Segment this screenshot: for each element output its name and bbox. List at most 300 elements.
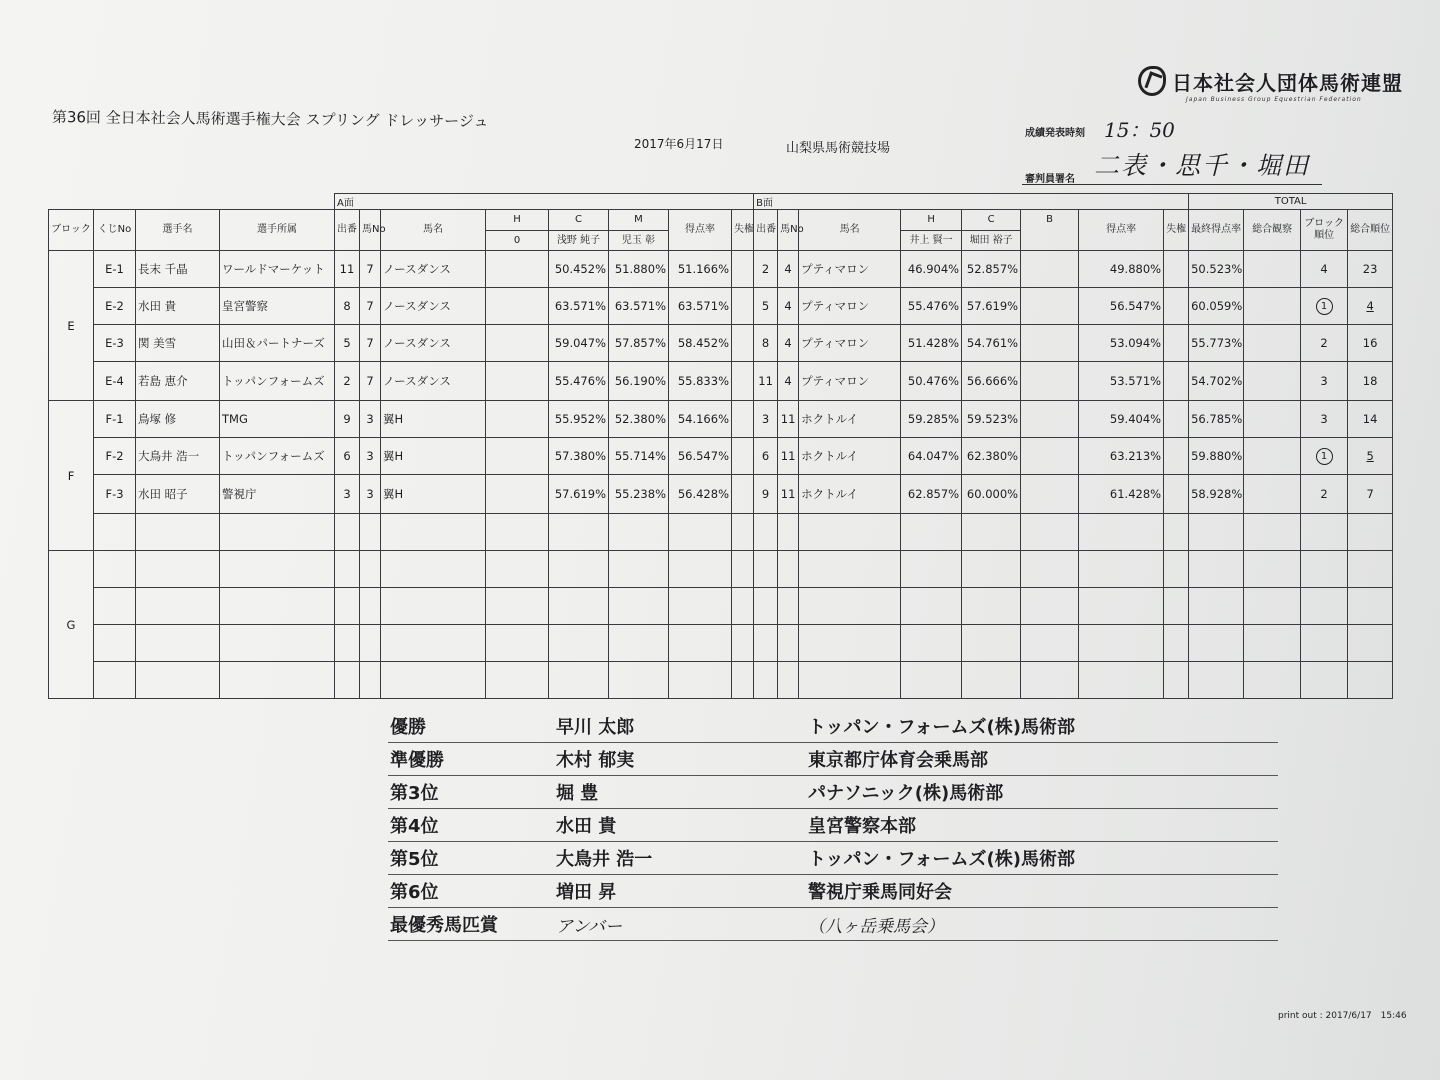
federation-name: 日本社会人団体馬術連盟 bbox=[1172, 70, 1403, 95]
cell-b2: 59.523% bbox=[962, 401, 1021, 438]
cell-kuji: F-3 bbox=[94, 475, 136, 514]
cell-br bbox=[1301, 661, 1348, 698]
cell-ao bbox=[335, 514, 360, 551]
cell-a3 bbox=[609, 551, 669, 588]
award-club: （八ヶ岳乗馬会） bbox=[808, 917, 944, 937]
cell-rider: 水田 昭子 bbox=[136, 475, 220, 514]
cell-affil bbox=[220, 551, 335, 588]
cell-affil bbox=[220, 514, 335, 551]
cell-a1 bbox=[486, 401, 549, 438]
cell-b2: 57.619% bbox=[962, 288, 1021, 325]
cell-as bbox=[669, 624, 732, 661]
cell-bo bbox=[754, 624, 778, 661]
cell-bs bbox=[1079, 624, 1164, 661]
cell-kuji: E-1 bbox=[94, 251, 136, 288]
cell-empty bbox=[1164, 325, 1189, 362]
award-winner: 木村 郁実 bbox=[556, 750, 635, 771]
awards-list bbox=[388, 710, 1278, 941]
cell-empty bbox=[1244, 438, 1301, 475]
cell-ao bbox=[335, 624, 360, 661]
cell-as: 63.571% bbox=[669, 288, 732, 325]
cell-bs bbox=[1079, 588, 1164, 625]
cell-bh: ホクトルイ bbox=[799, 475, 901, 514]
cell-an: 3 bbox=[360, 401, 381, 438]
cell-bh: プティマロン bbox=[799, 362, 901, 401]
award-club: 東京都庁体育会乗馬部 bbox=[808, 750, 988, 771]
cell-kuji bbox=[94, 624, 136, 661]
cell-empty bbox=[1164, 661, 1189, 698]
cell-empty bbox=[732, 661, 754, 698]
cell-empty bbox=[1164, 551, 1189, 588]
cell-bh bbox=[799, 624, 901, 661]
cell-ah: ノースダンス bbox=[381, 288, 486, 325]
federation-logo bbox=[1138, 66, 1403, 96]
cell-an bbox=[360, 551, 381, 588]
award-winner: 水田 貴 bbox=[556, 816, 617, 837]
table-row bbox=[49, 438, 1393, 475]
col-block: ブロック bbox=[49, 210, 94, 251]
table-row bbox=[49, 288, 1393, 325]
award-club: トッパン・フォームズ(株)馬術部 bbox=[808, 849, 1076, 870]
cell-or bbox=[1348, 661, 1393, 698]
cell-bn: 4 bbox=[778, 362, 799, 401]
cell-a3: 51.880% bbox=[609, 251, 669, 288]
table-row bbox=[49, 475, 1393, 514]
cell-affil: TMG bbox=[220, 401, 335, 438]
cell-empty bbox=[1244, 362, 1301, 401]
cell-as: 54.166% bbox=[669, 401, 732, 438]
cell-fs: 54.702% bbox=[1189, 362, 1244, 401]
award-winner: 早川 太郎 bbox=[556, 717, 635, 738]
cell-ah bbox=[381, 588, 486, 625]
cell-bn: 4 bbox=[778, 288, 799, 325]
award-title: 最優秀馬匹賞 bbox=[390, 915, 498, 936]
block-label: G bbox=[49, 551, 94, 699]
cell-as: 51.166% bbox=[669, 251, 732, 288]
cell-br bbox=[1301, 624, 1348, 661]
col-a-score: 得点率 bbox=[669, 210, 732, 251]
cell-b3 bbox=[1021, 475, 1079, 514]
cell-empty bbox=[1164, 624, 1189, 661]
cell-a1 bbox=[486, 325, 549, 362]
cell-empty bbox=[732, 475, 754, 514]
cell-affil: 皇宮警察 bbox=[220, 288, 335, 325]
cell-a3: 52.380% bbox=[609, 401, 669, 438]
cell-kuji: E-2 bbox=[94, 288, 136, 325]
cell-rider: 長末 千晶 bbox=[136, 251, 220, 288]
cell-an bbox=[360, 514, 381, 551]
federation-subtitle: Japan Business Group Equestrian Federation bbox=[1186, 96, 1362, 103]
col-b-score: 得点率 bbox=[1079, 210, 1164, 251]
award-title: 第6位 bbox=[390, 882, 439, 903]
cell-b2 bbox=[962, 661, 1021, 698]
cell-a3 bbox=[609, 624, 669, 661]
cell-empty bbox=[1244, 661, 1301, 698]
col-b-fail: 失権 bbox=[1164, 210, 1189, 251]
cell-a2 bbox=[549, 514, 609, 551]
cell-bs bbox=[1079, 514, 1164, 551]
cell-empty bbox=[1164, 251, 1189, 288]
col-b-judge-h-name: 井上 賢一 bbox=[901, 230, 962, 251]
cell-bh bbox=[799, 551, 901, 588]
cell-as bbox=[669, 551, 732, 588]
section-total-label: TOTAL bbox=[1189, 194, 1393, 210]
table-row bbox=[49, 325, 1393, 362]
col-b-judge-c: C bbox=[962, 210, 1021, 231]
cell-b1: 46.904% bbox=[901, 251, 962, 288]
judge-signature-label: 審判員署名 bbox=[1025, 174, 1075, 185]
cell-fs bbox=[1189, 661, 1244, 698]
col-a-judge-h-name: 0 bbox=[486, 230, 549, 251]
cell-rider bbox=[136, 624, 220, 661]
cell-empty bbox=[732, 401, 754, 438]
cell-a3: 56.190% bbox=[609, 362, 669, 401]
cell-or bbox=[1348, 514, 1393, 551]
results-table-body bbox=[49, 194, 1393, 699]
award-title: 準優勝 bbox=[390, 750, 444, 771]
award-club: 警視庁乗馬同好会 bbox=[808, 882, 952, 903]
col-b-judge-c-name: 堀田 裕子 bbox=[962, 230, 1021, 251]
cell-an bbox=[360, 624, 381, 661]
cell-affil: 山田＆パートナーズ bbox=[220, 325, 335, 362]
cell-a1 bbox=[486, 624, 549, 661]
cell-a1 bbox=[486, 588, 549, 625]
cell-ao bbox=[335, 551, 360, 588]
award-winner: 増田 昇 bbox=[556, 882, 617, 903]
cell-an: 3 bbox=[360, 438, 381, 475]
cell-ah: 翼H bbox=[381, 475, 486, 514]
block-label: E bbox=[49, 251, 94, 401]
award-title: 優勝 bbox=[390, 717, 426, 738]
cell-affil bbox=[220, 661, 335, 698]
cell-b2 bbox=[962, 551, 1021, 588]
cell-an: 7 bbox=[360, 288, 381, 325]
cell-or bbox=[1348, 551, 1393, 588]
cell-affil: 警視庁 bbox=[220, 475, 335, 514]
col-a-judge-h: H bbox=[486, 210, 549, 231]
judge-signature: 二表・思千・堀田 bbox=[1094, 151, 1311, 180]
cell-fs bbox=[1189, 588, 1244, 625]
cell-an bbox=[360, 588, 381, 625]
cell-a1 bbox=[486, 514, 549, 551]
cell-rider: 水田 貴 bbox=[136, 288, 220, 325]
cell-kuji bbox=[94, 661, 136, 698]
cell-b1 bbox=[901, 588, 962, 625]
cell-b1: 51.428% bbox=[901, 325, 962, 362]
cell-bo: 6 bbox=[754, 438, 778, 475]
underlined-rank: 5 bbox=[1366, 449, 1374, 464]
cell-fs: 55.773% bbox=[1189, 325, 1244, 362]
cell-br bbox=[1301, 438, 1348, 475]
cell-rider: 関 美雪 bbox=[136, 325, 220, 362]
result-time-value: 15：50 bbox=[1104, 118, 1175, 142]
cell-empty bbox=[1244, 624, 1301, 661]
table-row bbox=[49, 514, 1393, 551]
cell-a1 bbox=[486, 362, 549, 401]
results-table bbox=[48, 193, 1393, 699]
cell-b2 bbox=[962, 588, 1021, 625]
cell-affil: ワールドマーケット bbox=[220, 251, 335, 288]
cell-rider bbox=[136, 661, 220, 698]
cell-a2: 63.571% bbox=[549, 288, 609, 325]
cell-br bbox=[1301, 514, 1348, 551]
cell-b1: 59.285% bbox=[901, 401, 962, 438]
cell-an: 7 bbox=[360, 325, 381, 362]
cell-a1 bbox=[486, 251, 549, 288]
col-a-judge-c-name: 浅野 純子 bbox=[549, 230, 609, 251]
cell-empty bbox=[732, 514, 754, 551]
cell-b1: 55.476% bbox=[901, 288, 962, 325]
cell-bs: 61.428% bbox=[1079, 475, 1164, 514]
cell-bh: プティマロン bbox=[799, 325, 901, 362]
cell-b2 bbox=[962, 514, 1021, 551]
cell-bo bbox=[754, 551, 778, 588]
col-overall-rank: 総合順位 bbox=[1348, 210, 1393, 251]
cell-or bbox=[1348, 288, 1393, 325]
cell-b3 bbox=[1021, 514, 1079, 551]
cell-affil: トッパンフォームズ bbox=[220, 438, 335, 475]
cell-b2: 56.666% bbox=[962, 362, 1021, 401]
cell-empty bbox=[732, 251, 754, 288]
cell-empty bbox=[732, 624, 754, 661]
section-b-label: B面 bbox=[754, 194, 1189, 210]
col-kuji: くじNo bbox=[94, 210, 136, 251]
cell-rider: 鳥塚 修 bbox=[136, 401, 220, 438]
cell-br: 3 bbox=[1301, 362, 1348, 401]
cell-ao: 5 bbox=[335, 325, 360, 362]
cell-a1 bbox=[486, 288, 549, 325]
cell-bn: 11 bbox=[778, 475, 799, 514]
cell-empty bbox=[1244, 251, 1301, 288]
cell-as: 56.547% bbox=[669, 438, 732, 475]
cell-b3 bbox=[1021, 325, 1079, 362]
cell-bo bbox=[754, 588, 778, 625]
cell-ao: 2 bbox=[335, 362, 360, 401]
award-title: 第4位 bbox=[390, 816, 439, 837]
award-row bbox=[388, 776, 1278, 809]
cell-fs: 60.059% bbox=[1189, 288, 1244, 325]
cell-a2: 55.952% bbox=[549, 401, 609, 438]
cell-fs: 59.880% bbox=[1189, 438, 1244, 475]
cell-kuji bbox=[94, 514, 136, 551]
cell-ah: 翼H bbox=[381, 438, 486, 475]
result-time-label: 成績発表時刻 bbox=[1025, 128, 1085, 139]
table-row bbox=[49, 551, 1393, 588]
award-row bbox=[388, 875, 1278, 908]
table-row bbox=[49, 624, 1393, 661]
cell-kuji bbox=[94, 588, 136, 625]
cell-bo: 9 bbox=[754, 475, 778, 514]
cell-ao: 6 bbox=[335, 438, 360, 475]
award-winner: アンバー bbox=[556, 917, 623, 937]
award-row bbox=[388, 809, 1278, 842]
cell-ah: ノースダンス bbox=[381, 251, 486, 288]
cell-affil: トッパンフォームズ bbox=[220, 362, 335, 401]
page-title: 第36回 全日本社会人馬術選手権大会 スプリング ドレッサージュ bbox=[51, 107, 489, 131]
cell-b3 bbox=[1021, 401, 1079, 438]
cell-bs bbox=[1079, 661, 1164, 698]
cell-empty bbox=[1164, 438, 1189, 475]
award-row bbox=[388, 842, 1278, 875]
cell-as: 56.428% bbox=[669, 475, 732, 514]
table-row bbox=[49, 362, 1393, 401]
cell-affil bbox=[220, 588, 335, 625]
cell-bh: プティマロン bbox=[799, 288, 901, 325]
cell-bn bbox=[778, 661, 799, 698]
cell-rider bbox=[136, 551, 220, 588]
cell-b3 bbox=[1021, 251, 1079, 288]
cell-a1 bbox=[486, 661, 549, 698]
cell-an: 7 bbox=[360, 362, 381, 401]
cell-b1: 50.476% bbox=[901, 362, 962, 401]
cell-kuji: E-3 bbox=[94, 325, 136, 362]
col-affiliation: 選手所属 bbox=[220, 210, 335, 251]
cell-empty bbox=[1244, 288, 1301, 325]
cell-or: 14 bbox=[1348, 401, 1393, 438]
cell-fs bbox=[1189, 551, 1244, 588]
cell-or: 7 bbox=[1348, 475, 1393, 514]
cell-or: 23 bbox=[1348, 251, 1393, 288]
cell-bn bbox=[778, 551, 799, 588]
cell-as bbox=[669, 588, 732, 625]
cell-ao bbox=[335, 588, 360, 625]
award-row bbox=[388, 743, 1278, 776]
cell-kuji: E-4 bbox=[94, 362, 136, 401]
cell-bh: ホクトルイ bbox=[799, 401, 901, 438]
cell-empty bbox=[1164, 588, 1189, 625]
cell-ah: ノースダンス bbox=[381, 362, 486, 401]
cell-bo: 3 bbox=[754, 401, 778, 438]
cell-b3 bbox=[1021, 624, 1079, 661]
col-a-horse-no: 馬No bbox=[360, 210, 381, 251]
block-label: F bbox=[49, 401, 94, 551]
cell-ah: ノースダンス bbox=[381, 325, 486, 362]
cell-a3 bbox=[609, 514, 669, 551]
underlined-rank: 4 bbox=[1366, 299, 1374, 314]
cell-empty bbox=[1164, 401, 1189, 438]
col-final-score: 最終得点率 bbox=[1189, 210, 1244, 251]
cell-bh: ホクトルイ bbox=[799, 438, 901, 475]
cell-bo: 11 bbox=[754, 362, 778, 401]
cell-ao bbox=[335, 661, 360, 698]
cell-br bbox=[1301, 588, 1348, 625]
cell-ah bbox=[381, 551, 486, 588]
cell-b2: 52.857% bbox=[962, 251, 1021, 288]
cell-bs: 49.880% bbox=[1079, 251, 1164, 288]
cell-a1 bbox=[486, 551, 549, 588]
cell-a1 bbox=[486, 475, 549, 514]
cell-or bbox=[1348, 624, 1393, 661]
cell-a2 bbox=[549, 588, 609, 625]
cell-empty bbox=[732, 438, 754, 475]
cell-ah: 翼H bbox=[381, 401, 486, 438]
cell-bh bbox=[799, 514, 901, 551]
cell-a3: 55.238% bbox=[609, 475, 669, 514]
signature-line bbox=[1022, 184, 1322, 185]
cell-b1 bbox=[901, 514, 962, 551]
cell-b1 bbox=[901, 661, 962, 698]
cell-bo: 5 bbox=[754, 288, 778, 325]
cell-bs: 53.094% bbox=[1079, 325, 1164, 362]
cell-ah bbox=[381, 661, 486, 698]
event-date: 2017年6月17日 bbox=[634, 137, 724, 151]
cell-empty bbox=[1244, 325, 1301, 362]
cell-b2: 54.761% bbox=[962, 325, 1021, 362]
cell-a1 bbox=[486, 438, 549, 475]
cell-kuji: F-1 bbox=[94, 401, 136, 438]
cell-or: 18 bbox=[1348, 362, 1393, 401]
cell-a3 bbox=[609, 588, 669, 625]
cell-a2: 55.476% bbox=[549, 362, 609, 401]
cell-as bbox=[669, 661, 732, 698]
cell-as: 55.833% bbox=[669, 362, 732, 401]
col-b-judge-h: H bbox=[901, 210, 962, 231]
cell-rider bbox=[136, 514, 220, 551]
cell-bs bbox=[1079, 551, 1164, 588]
cell-empty bbox=[1164, 475, 1189, 514]
cell-b2: 60.000% bbox=[962, 475, 1021, 514]
col-a-judge-m-name: 児玉 彰 bbox=[609, 230, 669, 251]
col-a-judge-c: C bbox=[549, 210, 609, 231]
cell-or: 16 bbox=[1348, 325, 1393, 362]
cell-a3: 63.571% bbox=[609, 288, 669, 325]
cell-empty bbox=[732, 288, 754, 325]
cell-bn: 4 bbox=[778, 251, 799, 288]
cell-kuji bbox=[94, 551, 136, 588]
col-a-horse: 馬名 bbox=[381, 210, 486, 251]
cell-a3: 55.714% bbox=[609, 438, 669, 475]
cell-rider: 大鳥井 浩一 bbox=[136, 438, 220, 475]
cell-empty bbox=[1244, 401, 1301, 438]
col-a-judge-m: M bbox=[609, 210, 669, 231]
section-header-row bbox=[49, 194, 1393, 210]
cell-a2: 59.047% bbox=[549, 325, 609, 362]
cell-a3 bbox=[609, 661, 669, 698]
cell-b3 bbox=[1021, 438, 1079, 475]
horse-logo-icon bbox=[1138, 66, 1166, 96]
cell-ao: 3 bbox=[335, 475, 360, 514]
cell-bn bbox=[778, 588, 799, 625]
cell-a2 bbox=[549, 624, 609, 661]
cell-b1: 64.047% bbox=[901, 438, 962, 475]
cell-ah bbox=[381, 624, 486, 661]
cell-b1 bbox=[901, 624, 962, 661]
cell-bo: 2 bbox=[754, 251, 778, 288]
cell-bo bbox=[754, 661, 778, 698]
cell-bn: 11 bbox=[778, 401, 799, 438]
cell-bn: 11 bbox=[778, 438, 799, 475]
cell-bh bbox=[799, 661, 901, 698]
cell-fs bbox=[1189, 514, 1244, 551]
cell-ah bbox=[381, 514, 486, 551]
award-winner: 堀 豊 bbox=[556, 783, 599, 804]
cell-empty bbox=[1244, 588, 1301, 625]
cell-empty bbox=[1164, 288, 1189, 325]
cell-b3 bbox=[1021, 362, 1079, 401]
cell-br: 2 bbox=[1301, 325, 1348, 362]
cell-ao: 8 bbox=[335, 288, 360, 325]
cell-empty bbox=[732, 588, 754, 625]
award-club: 皇宮警察本部 bbox=[808, 816, 916, 837]
cell-bs: 59.404% bbox=[1079, 401, 1164, 438]
cell-empty bbox=[1244, 551, 1301, 588]
cell-bs: 63.213% bbox=[1079, 438, 1164, 475]
cell-bs: 53.571% bbox=[1079, 362, 1164, 401]
cell-bo bbox=[754, 514, 778, 551]
col-overall-observation: 総合観察 bbox=[1244, 210, 1301, 251]
table-row bbox=[49, 251, 1393, 288]
print-timestamp: print out : 2017/6/17 15:46 bbox=[1278, 1011, 1407, 1021]
